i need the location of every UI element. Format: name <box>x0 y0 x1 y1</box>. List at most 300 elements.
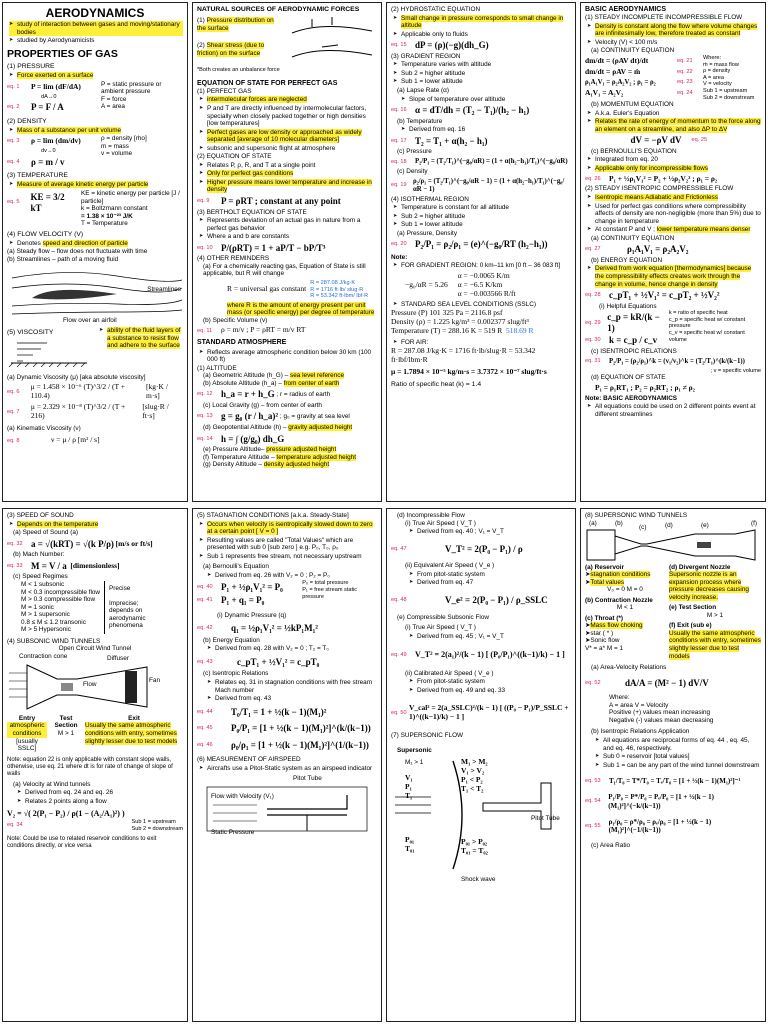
wind-tunnel-figure <box>7 653 183 715</box>
pressure-heading: (c) Pressure <box>397 148 432 156</box>
highlight: lower temperature means denser <box>656 226 751 234</box>
shock-label: Shock wave <box>461 875 496 883</box>
sslc-heading: ➤ STANDARD SEA LEVEL CONDITIONS (SSLC) <box>393 301 571 309</box>
area-ratio-heading: (c) Area Ratio <box>591 842 631 850</box>
formula: k = c_p / c_v <box>609 335 658 346</box>
mach-label: M₁ > 1 <box>405 759 424 767</box>
air-r-constant: R = 287.08 J/kg·K = 1716 ft·lb/slug·R = 53.342 ft·lbf/lbm·R <box>391 346 536 364</box>
eq-label: eq. 26 <box>585 175 601 182</box>
std-atmosphere-title: STANDARD ATMOSPHERE <box>197 339 287 347</box>
formula: P₁ + q₁ = P₀ <box>221 594 265 605</box>
subsonic-tunnel-subheading: Open Circuit Wind Tunnel <box>58 645 132 653</box>
highlight: from center of earth <box>283 379 340 387</box>
eq-label: eq. 23 <box>677 79 693 86</box>
eq-label: eq. 2 <box>7 104 20 111</box>
pressure-def: Force exerted on a surface <box>17 72 94 80</box>
force-diagram-icon <box>282 17 377 65</box>
r-values <box>310 280 368 300</box>
eq-label: eq. 55 <box>585 822 601 829</box>
item-number: (1) <box>197 17 205 25</box>
formula: −g₀/αR = 5.26 <box>405 279 448 289</box>
eq-label: eq. 22 <box>677 68 693 75</box>
def: v = volume <box>101 150 133 158</box>
eq-label: eq. 4 <box>7 158 20 165</box>
formula: ρ = lim (dm/dv) <box>31 136 81 146</box>
eq-label: eq. 34 <box>7 822 23 829</box>
formula: P₂/P₁ = (T₂/T₁)^(−g₀/αR) = (1 + α(h₂−h₁)/T₁)^(−g₀/αR) <box>415 157 568 165</box>
label-c: (c) <box>639 523 647 531</box>
eq-label: eq. 6 <box>7 389 20 395</box>
eq-label: eq. 52 <box>585 679 601 686</box>
air-heading: ➤ FOR AIR: <box>393 339 571 347</box>
formula: ρ₁A₁V₁ = ρ₂A₂V₂ ; ρ₁ = ρ₂ <box>585 78 656 86</box>
lapse-rate-item: ➤ Slope of temperature over altitude <box>401 96 571 104</box>
isentropic-application-item: ➤ Sub 0 = reservoir [total values] <box>595 753 761 761</box>
isentropic-item: ➤ Derived from eq. 43 <box>207 695 377 703</box>
sos-subheading: (a) Speed of Sound (a) <box>13 529 79 537</box>
formula: V_T² = 2(a₁)²/(k − 1) [ (P₀/P₁)^((k−1)/k) − 1 ] <box>415 650 565 660</box>
fan-label: Fan <box>149 676 161 684</box>
bertholt-item: ➤ Where a and b are constants <box>199 233 377 241</box>
var: T₁ <box>405 791 413 801</box>
regimes-list <box>21 581 100 634</box>
def: c_p = specific heat w/ constant pressure <box>668 316 746 330</box>
temperature-heading: (b) Temperature <box>397 117 443 125</box>
eq-label: eq. 19 <box>391 182 407 189</box>
def: Sub 1 = upstream <box>131 818 176 825</box>
eq-label: eq. 43 <box>197 658 213 665</box>
streamlines-def: (b) Streamlines – path of a moving fluid <box>7 255 119 263</box>
velocity-heading: (a) Velocity at Wind tunnels <box>13 780 91 788</box>
formula: ρ = m / v <box>31 156 65 167</box>
var: P₀₁ <box>405 835 415 845</box>
throat-item: star ( * ) <box>590 629 614 637</box>
stagnation-heading: (5) STAGNATION CONDITIONS [a.k.a. Steady-State] <box>197 512 349 519</box>
alpha-value: α = −0.0065 K/m <box>457 270 510 280</box>
sslc-density: Density (ρ) = 1.225 kg/m³ = 0.002377 slug/ft³ <box>391 316 529 326</box>
eq-label: eq. 40 <box>197 584 213 591</box>
perfect-gas-item: Perfect gases are low density or approached as widely separated [average of 10 molecular diameters] <box>207 128 362 144</box>
formula: P = ρRT ; constant at any point <box>221 195 341 206</box>
section-natural-sources <box>192 2 382 502</box>
formula: ρ₁A₁V₁ = ρ₂A₂V₂ <box>627 244 689 255</box>
formula: ρ₀/ρ₁ = [1 + ½(k − 1)(M₁)²]^(1/(k−1)) <box>231 739 369 750</box>
highlight: speed and direction of particle <box>42 239 128 247</box>
formula-limit: dA→0 <box>41 93 57 100</box>
note-item: ➤ FOR GRADIENT REGION: 0 km–11 km [0 ft – 36 083 ft] <box>393 262 571 270</box>
formula: T₂ = T₁ + α(h₂ − h₁) <box>415 135 488 146</box>
bernoulli-item: ➤ Derived from eq. 26 with V₂ = 0 ; P₂ = P₀ <box>207 572 377 580</box>
eq-label: eq. 24 <box>677 89 693 96</box>
shock-figure <box>391 743 571 883</box>
regimes-heading: (c) Speed Regimes <box>13 573 68 581</box>
pitot-label: Pitot Tube <box>293 774 322 782</box>
contraction-label: (b) Contraction Nozzle <box>585 596 653 604</box>
momentum-heading: (b) MOMENTUM EQUATION <box>591 101 674 109</box>
text: (f) Temperature Altitude – <box>203 453 277 461</box>
highlight: sea level reference <box>290 372 345 380</box>
formula: dV = −ρV dV <box>630 135 682 146</box>
def: ṁ = mass flow <box>703 61 739 68</box>
sos-heading: (3) SPEED OF SOUND <box>7 512 74 519</box>
formula: V_cal² = 2(a_SSLC)²/(k − 1) [ ((P₀ − P₁)/P_SSLC + 1)^((k−1)/k) − 1 ] <box>408 703 569 722</box>
r-value: R = 53.342 ft·lbm/ lbf·R <box>310 293 369 300</box>
gradient-item: ➤ Sub 2 = higher altitude <box>393 70 571 78</box>
formula: V_T² = 2(P₀ − P₁) / ρ <box>445 543 523 554</box>
eq-label: eq. 14 <box>197 435 213 442</box>
formula: μ = 1.458 × 10⁻⁶ (T)^3/2 / (T + 110.4) <box>30 382 126 401</box>
supersonic-label: Supersonic <box>397 747 432 755</box>
isothermal-item: ➤ Temperature is constant for all altitude <box>393 204 571 212</box>
formula: c_p = kR/(k − 1) <box>607 312 660 333</box>
formula: P₂/P₁ = ρ₂/ρ₁ = (e)^(−g₀/RT (h₂−h₁)) <box>415 239 548 250</box>
exit-label: (f) Exit (sub e) <box>669 622 712 630</box>
formula: P₁/P₀ = P*/P₀ = Pₑ/P₀ = [1 + ½(k − 1)(M₁)²]^(−k/(k−1)) <box>608 793 714 810</box>
pitot-tube-icon <box>197 775 377 837</box>
formula: μ = 2.329 × 10⁻⁸ (T)^3/2 / (T + 216) <box>30 402 126 420</box>
supersonic-tunnel-figure <box>585 520 761 564</box>
formula: dP = (ρ)(−g)(dh_G) <box>415 40 489 51</box>
throat-label: (c) Throat (*) <box>585 614 623 622</box>
eq-label: eq. 45 <box>197 725 213 732</box>
r-value: R = 287.08 J/kg·K <box>310 280 356 287</box>
def: ρ = density [rho] <box>101 135 147 143</box>
eq-label: eq. 9 <box>197 197 210 204</box>
eq-label: eq. 21 <box>677 58 693 65</box>
eas-heading: (ii) Equivalent Air Speed ( V_e ) <box>405 562 495 570</box>
eq-label: eq. 49 <box>391 651 407 658</box>
regime: M > 1 supersonic <box>21 611 70 619</box>
text: (a) Geometric Altitude (h_G) – <box>203 372 291 380</box>
formula: h = ∫ (g/g₀) dh_G <box>221 433 285 444</box>
intro-item: ➤ studied by Aerodynamicists <box>9 37 183 45</box>
def: Sub 1 = upstream <box>703 87 748 94</box>
intro-list <box>7 21 183 45</box>
def: A = area V = Velocity <box>609 701 669 709</box>
formula: c_pT₁ + ½V₁² = c_pT₀ <box>237 656 320 667</box>
gradient-item: ➤ Sub 1 = lower altitude <box>393 78 571 86</box>
momentum-item: ➤ A.k.a. Euler's Equation <box>587 110 761 118</box>
eq-label: eq. 31 <box>585 358 601 365</box>
upstream-vars <box>405 773 413 800</box>
text: Denotes <box>17 239 43 247</box>
formula: P = F / A <box>31 102 64 113</box>
exit-desc: Usually the same atmospheric conditions with entry, sometimes slightly lesser due to test models <box>669 629 761 660</box>
text: (b) Absolute Altitude (h_a) – <box>203 379 284 387</box>
energy-item: ➤ Derived from eq. 28 with V₂ = 0 ; T₂ = T₀ <box>207 645 377 653</box>
momentum-item: Relates the rate of energy of momentum to the force along an element on a streamline, and also ΔP to ΔV <box>595 118 761 133</box>
regime: M > 5 Hypersonic <box>21 626 71 634</box>
alpha-value: α = −6.5 K/km <box>457 279 503 289</box>
eq-label: eq. 54 <box>585 798 601 805</box>
continuity-heading: (a) CONTINUITY EQUATION <box>591 234 675 242</box>
cas-item: ➤ Derived from eq. 49 and eq. 33 <box>409 687 571 695</box>
temperature-heading: (3) TEMPERATURE <box>7 172 68 180</box>
relation: P₀₁ > P₀₂ <box>461 837 488 847</box>
diffuser-label: Diffuser <box>107 654 129 662</box>
note: *Both creates an unbalance force <box>197 67 280 74</box>
eos-title: EQUATION OF STATE FOR PERFECT GAS <box>197 79 338 87</box>
continuity-defs <box>703 55 754 101</box>
var: T₀₁ <box>405 844 415 854</box>
tas-heading: (i) True Air Speed ( V_T ) <box>405 624 476 632</box>
isentropic-heading: (c) ISENTROPIC RELATIONS <box>591 348 677 356</box>
eq-label: eq. 48 <box>391 596 407 603</box>
eq-label: eq. 25 <box>691 137 708 144</box>
def: P₁ = free stream static pressure <box>302 586 358 600</box>
text: (d) Geopotential Altitude (h) – <box>203 424 289 432</box>
formula: dm/dt = ρAV = ṁ <box>585 66 641 76</box>
relation: P₁ < P₂ <box>461 775 483 785</box>
steady-flow-def: (a) Steady flow – flow does not fluctuate with time <box>7 248 148 256</box>
formula: α = dT/dh = (T₂ − T₁)/(h₂ − h₁) <box>415 105 530 116</box>
formula: q₁ = ½ρ₁V₁² = ½kP₁M₁² <box>231 623 318 634</box>
bernoulli-heading: (a) Bernoulli's Equation <box>203 563 269 571</box>
flow-label: Flow <box>83 680 97 688</box>
streamlines-label: Streamlines <box>147 286 181 294</box>
air-viscosity: μ = 1.7894 × 10⁻⁵ kg/m·s = 3.7372 × 10⁻⁷ slug/ft·s <box>391 366 547 376</box>
isentropic-application-item: ➤ All equations are reciprocal forms of eq. 44 , eq. 45, and eq. 46, respectively. <box>595 737 761 752</box>
regime: M < 1 subsonic <box>21 580 65 588</box>
density-heading: (c) Density <box>397 167 428 175</box>
eq-label: eq. 18 <box>391 158 407 165</box>
note-item: ➤ All equations could be used on 2 different points event at different streamlines <box>587 403 761 418</box>
sslc-temperature: Temperature (T) = 288.16 K = 519 R <box>391 325 503 335</box>
var: V₁ <box>405 773 413 783</box>
source-shear: Shear stress (due to friction) on the surface <box>197 42 265 57</box>
alpha-value: α = −0.003566 R/ft <box>457 288 516 298</box>
relation: T₁ < T₂ <box>461 784 484 794</box>
label-d: (d) <box>665 521 673 529</box>
eas-item: ➤ From pitot-static system <box>409 571 571 579</box>
eq-label: eq. 20 <box>391 241 407 248</box>
regime: M < 0.3 incompressible flow <box>21 588 101 596</box>
bernoulli-heading: (c) BERNOULLI'S EQUATION <box>591 147 677 155</box>
formula: ρ₂/ρ₁ = (T₂/T₁)^(−g₀/αR − 1) = (1 + α(h₂−h₁)/T₁)^(−g₀/αR − 1) <box>412 177 565 193</box>
eq-label: eq. 53 <box>585 778 601 785</box>
bernoulli-item: Applicable only for incompressible flows <box>595 165 708 173</box>
tas-heading: (i) True Air Speed ( V_T ) <box>405 519 476 527</box>
def: Where: <box>609 694 630 702</box>
label-e: (e) <box>701 521 709 529</box>
continuity-heading: (a) CONTINUITY EQUATION <box>591 47 675 55</box>
def: ρ = density <box>703 68 731 75</box>
tunnel-note: Note: equation 22 is only applicable with constant slope walls, otherwise, use eq. 21 where dt is for rate of change of slope of walls <box>7 756 173 777</box>
incompressible-item: ➤ Velocity (V) < 100 m/s <box>587 39 761 47</box>
bertholt-item: ➤ Represents deviation of an actual gas in nature from a perfect gas behavior <box>199 217 377 232</box>
tas-item: ➤ Derived from eq. 45 ; V₁ = V_T <box>409 633 571 641</box>
pitot-figure <box>197 775 377 837</box>
isentropic-heading: (c) Isentropic Relations <box>203 670 269 678</box>
test-section-value: M > 1 <box>57 729 75 737</box>
text: (e) Pressure Altitude– <box>203 446 267 454</box>
eq-label: eq. 11 <box>197 327 213 334</box>
def: Positive (+) values mean increasing <box>609 709 711 717</box>
throat-item: Mass flow choking <box>590 622 643 630</box>
label-a: (a) <box>589 519 597 527</box>
note-label: Note: BASIC AERODYNAMICS <box>585 394 678 402</box>
reservoir-item: stagnation conditions <box>590 571 651 579</box>
item-number: (2) <box>197 42 205 50</box>
exit-desc: Usually the same atmospheric conditions with entry, sometimes slightly lesser due to test models <box>85 722 178 745</box>
eq-label: eq. 13 <box>197 413 213 420</box>
eq-label: eq. 44 <box>197 708 213 715</box>
other-item: (a) For a chemically reacting gas, Equation of State is still applicable, but R will change <box>203 262 366 278</box>
test-section-label: (e) Test Section <box>669 604 717 612</box>
sslc-temperature-alt: 518.69 R <box>506 325 534 335</box>
compressible-heading: (2) STEADY ISENTROPIC COMPRESSIBLE FLOW <box>585 185 734 193</box>
eq-label: eq. 3 <box>7 138 20 145</box>
perfect-gas-item: ➤ P and T are directly influenced by intermolecular factors, specially when closely packed together or high densities [low temperatures] <box>199 105 377 128</box>
formula: dm/dt = (ρAV dt)/dt <box>585 55 649 65</box>
text: (g) Density Altitude – <box>203 461 264 469</box>
viscosity-def: ability of the fluid layers of a substance to resist flow and adhere to the surface <box>107 327 181 350</box>
divergent-desc: Supersonic nozzle is an expansion process where pressure decreases causing velocity increase. <box>669 571 749 601</box>
isothermal-item: ➤ Sub 2 = higher altitude <box>393 213 571 221</box>
other-item: (b) Specific Volume (v) <box>203 316 268 324</box>
airfoil-figure <box>7 266 183 324</box>
nozzle-icon <box>585 520 763 564</box>
compressible-item: ➤ Used for perfect gas conditions where compressibility affects of density are non-negligible (more than 5%) due to change in temperature <box>587 203 761 226</box>
formula: a = √(kRT) = √(k P/ρ) <box>31 538 114 549</box>
airspeed-item: ➤ Aircrafts use a Pitot-Static system as an airspeed indicator <box>199 765 377 773</box>
cas-heading: (ii) Calibrated Air Speed ( V_e ) <box>405 669 494 677</box>
def: A = area <box>703 74 724 81</box>
state-heading: (d) EQUATION OF STATE <box>591 374 666 382</box>
def: F = force <box>101 95 127 103</box>
hydrostatic-heading: (2) HYDROSTATIC EQUATION <box>391 6 481 13</box>
density-heading: (2) DENSITY <box>7 117 47 125</box>
def: P = static pressure or ambient pressure <box>101 80 162 96</box>
specific-heat-ratio: Ratio of specific heat (k) = 1.4 <box>391 380 482 388</box>
pitot-label: Pitot Tube <box>531 815 560 823</box>
eq-label: eq. 8 <box>7 437 20 444</box>
energy-heading: (b) ENERGY EQUATION <box>591 256 663 264</box>
supersonic-tunnel-heading: (8) SUPERSONIC WIND TUNNELS <box>585 512 688 519</box>
regime: M > 0.3 compressible flow <box>21 596 96 604</box>
exit-label: Exit <box>128 714 140 722</box>
formula: c_pT₁ + ½V₁² = c_pT₂ + ½V₂² <box>609 290 720 301</box>
energy-item: Derived from work equation [thermodynamics] because the compressibility effects creates work through the change in volume, hence change in density <box>595 265 752 288</box>
unit: [dimensionless] <box>70 560 120 570</box>
static-label: Static Pressure <box>211 829 255 837</box>
label-b: (b) <box>615 519 623 527</box>
eq-label: eq. 50 <box>391 709 407 716</box>
density-def: Mass of a substance per unit volume <box>17 126 122 134</box>
velocity-item: ➤ Derived from eq. 24 and eq. 26 <box>17 789 183 797</box>
compressible-heading: (e) Compressible Subsonic Flow <box>397 613 489 621</box>
reservoir-label: (a) Reservoir <box>585 563 625 571</box>
perfect-gas-item: ➤ subsonic and supersonic flight at atmosphere <box>199 145 377 153</box>
eq-label: eq. 15 <box>391 42 407 49</box>
formula: M = V / a <box>31 560 67 571</box>
formula: P = lim (dF/dA) <box>31 81 81 91</box>
shock-relations <box>461 757 488 793</box>
eq-label: eq. 7 <box>7 408 20 415</box>
formula: R = universal gas constant <box>227 284 307 294</box>
figure-caption: Flow over an airfoil <box>63 316 117 324</box>
helpful-defs <box>669 310 761 348</box>
entry-desc: atmospheric conditions <box>7 722 47 737</box>
cas-item: ➤ From pitot-static system <box>409 678 571 686</box>
formula: V₂ = √( 2(P₁ − P₂) / ρ(1 − (A₂/A₁)²) ) <box>7 809 125 819</box>
eos-item: Only for perfect gas conditions <box>207 170 294 178</box>
relation: T₀₁ = T₀₂ <box>461 846 488 856</box>
isentropic-application-heading: (b) Isentropic Relations Application <box>591 728 690 736</box>
stagnation-item: ➤ Resulting values are called "Total Values" which are presented with sub 0 [sub zero ] e.g. P₀, T₀, ρ₀ <box>199 537 377 552</box>
formula: P₁ + ½ρ₁V₁² = P₀ <box>221 582 283 593</box>
title-aerodynamics: AERODYNAMICS <box>45 6 145 20</box>
r-value: R = 1716 ft·lb/ slug·R <box>310 286 364 293</box>
formula: h_a = r + h_G <box>221 389 275 400</box>
eq-label: eq. 1 <box>7 83 20 90</box>
throat-values: V* = a* M = 1 <box>585 645 624 653</box>
entry-label: Entry <box>18 714 36 722</box>
regime: 0.8 ≤ M ≤ 1.2 transonic <box>21 618 86 626</box>
source-pressure: Pressure distribution on the surface <box>197 17 274 32</box>
unit: [m/s or ft/s] <box>115 538 153 548</box>
reservoir-note: Note: Could be use to related reservoir conditions to exit conditions directly, or vice versa <box>7 836 157 850</box>
section-speed-of-sound <box>2 508 188 1022</box>
incompressible-item: Density is constant along the flow where volume changes are infinitesimally low, therefore treated as constant <box>595 22 758 38</box>
helpful-heading: (i) Helpful Equations <box>599 302 657 310</box>
subsonic-tunnel-heading: (4) SUBSONIC WIND TUNNELS <box>7 637 101 645</box>
relation: V₁ > V₂ <box>461 766 485 776</box>
contraction-values: M < 1 <box>616 604 634 612</box>
divergent-label: (d) Divergent Nozzle <box>669 563 731 571</box>
test-section-values: M > 1 <box>706 611 724 619</box>
eq-label: eq. 17 <box>391 137 407 144</box>
highlight: gravity adjusted height <box>288 424 353 432</box>
def: Sub 2 = downstream <box>131 825 183 832</box>
formula: P₁ + ½ρ₁V₁² = P₂ + ½ρ₂V₂² ; ρ₁ = ρ₂ <box>609 173 718 183</box>
section-aerodynamics <box>2 2 188 502</box>
highlight: pressure adjusted height <box>266 446 337 454</box>
formula: ρ₁/ρ₀ = ρ*/ρ₀ = ρₑ/ρ₀ = [1 + ½(k − 1)(M₁)²]^(−1/(k−1)) <box>608 817 712 835</box>
kinematic-viscosity-heading: (a) Kinematic Viscosity (ν) <box>7 424 81 432</box>
eos-item: ➤ Relates P, ρ, R, and T at a single point <box>199 162 377 170</box>
throat-item: Sonic flow <box>590 637 620 645</box>
altitude-heading: (1) ALTITUDE <box>197 364 237 372</box>
hydrostatic-item: ➤ Applicable only to fluids <box>393 31 571 39</box>
perfect-gas-item: intermolecular forces are neglected <box>207 96 307 104</box>
formula: A₁V₁ = A₂V₂ <box>585 87 624 97</box>
isentropic-application-item: ➤ Sub 1 = can be any part of the wind tunnel downstream <box>595 762 761 770</box>
formula-note: ; r = radius of earth <box>276 390 331 398</box>
boltzmann-value: = 1.38 × 10⁻²³ J/K <box>81 212 133 220</box>
eq-label: eq. 33 <box>7 562 23 569</box>
regime: M = 1 sonic <box>21 603 54 611</box>
intro-item: ➤ study of interaction between gases and moving/stationary bodies <box>9 21 183 36</box>
def: k = ratio of specific heat <box>668 310 728 317</box>
section-basic-aerodynamics <box>580 2 766 502</box>
dynamic-viscosity-heading: (a) Dynamic Viscosity (μ) [aka absolute viscosity] <box>7 373 146 381</box>
properties-title: PROPERTIES OF GAS <box>7 47 118 60</box>
formula: V_e² = 2(P₀ − P₁) / ρ_SSLC <box>445 594 548 605</box>
stagnation-item: Occurs when velocity is isentropically slowed down to zero at a certain point [ V = 0 ] <box>207 520 373 536</box>
eas-item: ➤ Derived from eq. 47 <box>409 579 571 587</box>
reservoir-values: V₀ = 0 M = 0 <box>607 586 643 594</box>
compressible-item: Isentropic means Adiabatic and Frictionless <box>595 193 718 201</box>
dynamic-pressure-heading: (i) Dynamic Pressure (q) <box>217 611 287 619</box>
flow-velocity-heading: (4) FLOW VELOCITY (V) <box>7 230 84 238</box>
natural-sources-title: NATURAL SOURCES OF AERODYNAMIC FORCES <box>197 6 360 13</box>
note-label: Note: <box>391 253 408 261</box>
supersonic-flow-heading: (7) SUPERSONIC FLOW <box>391 731 464 739</box>
eq-label: eq. 47 <box>391 545 407 552</box>
bertholt-heading: (3) BERTHOLT EQUATION OF STATE <box>197 208 307 216</box>
area-velocity-defs <box>585 694 761 724</box>
